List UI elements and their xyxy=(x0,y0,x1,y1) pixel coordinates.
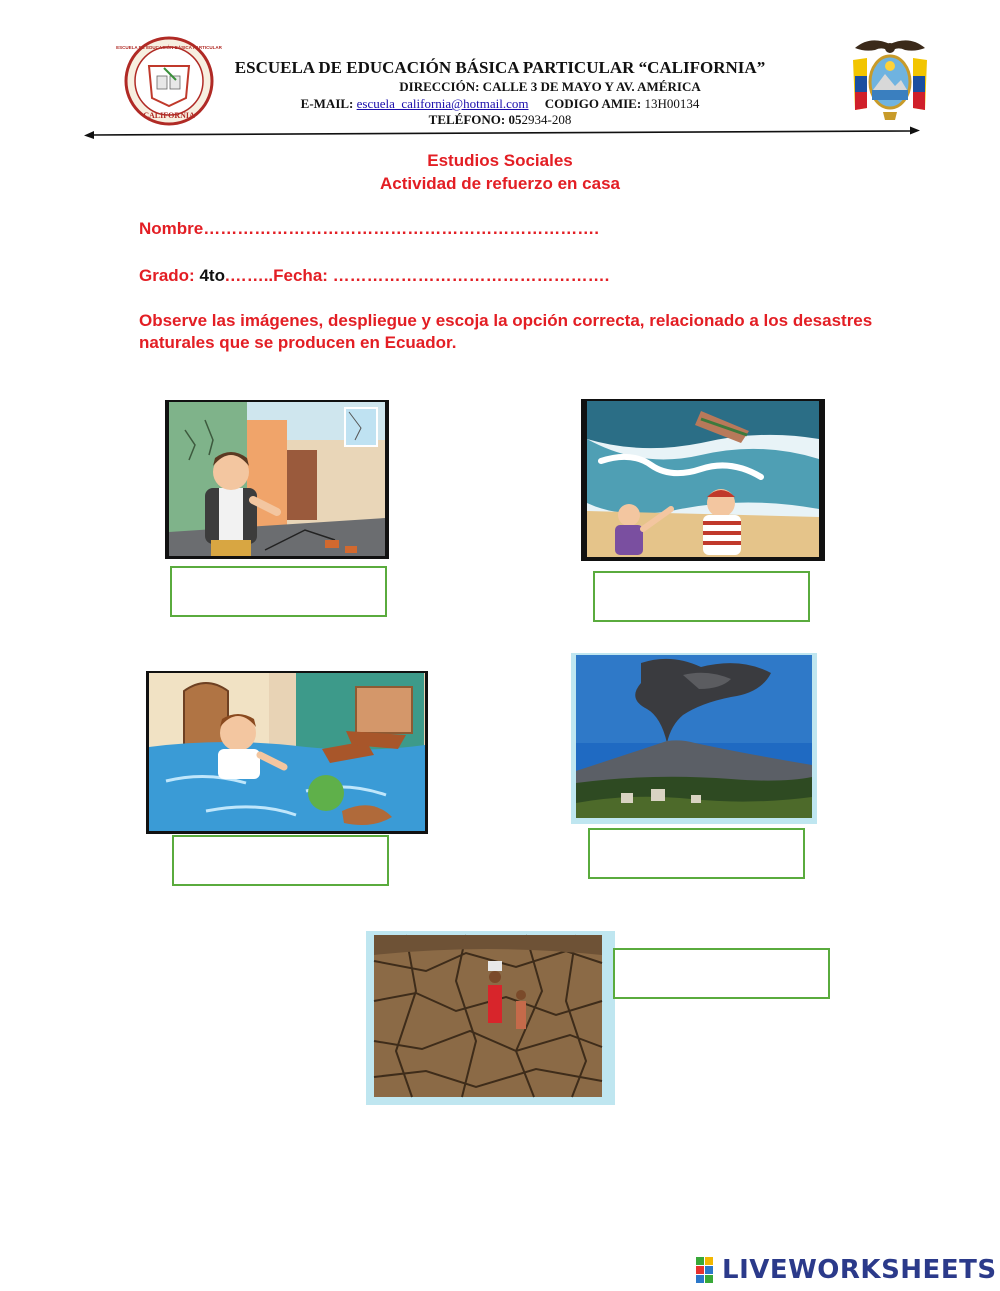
school-address: DIRECCIÓN: CALLE 3 DE MAYO Y AV. AMÉRICA xyxy=(399,79,701,94)
school-name: ESCUELA DE EDUCACIÓN BÁSICA PARTICULAR “CALIFORNIA” xyxy=(234,58,766,77)
amie-code: 13H00134 xyxy=(644,96,700,111)
phone-label: TELÉFONO: xyxy=(428,112,506,127)
watermark-text: LIVEWORKSHEETS xyxy=(722,1255,997,1285)
phone-number: 2934-208 xyxy=(521,112,572,127)
liveworksheets-logo-icon xyxy=(696,1257,722,1283)
grade-label: Grado: xyxy=(139,266,195,285)
email-link[interactable]: escuela_california@hotmail.com xyxy=(356,96,529,111)
answer-box-4[interactable] xyxy=(588,828,805,879)
answer-box-3[interactable] xyxy=(172,835,389,886)
flood-illustration xyxy=(146,671,428,834)
logo-text: CALIFORNIA xyxy=(143,111,195,120)
answer-box-2[interactable] xyxy=(593,571,810,622)
answer-box-1[interactable] xyxy=(170,566,387,617)
activity-title: Actividad de refuerzo en casa xyxy=(380,174,620,193)
grade-value: 4to xyxy=(199,266,225,285)
grade-line xyxy=(139,266,609,286)
grade-date-dots: .……..Fecha: …………………………………………. xyxy=(224,266,610,285)
subject-title: Estudios Sociales xyxy=(427,151,573,170)
logo-ring-text: ESCUELA DE EDUCACIÓN BÁSICA PARTICULAR xyxy=(116,45,222,50)
name-line: Nombre……………………………………………………………. xyxy=(139,219,599,238)
volcano-illustration xyxy=(571,653,817,824)
answer-box-5[interactable] xyxy=(613,948,830,999)
email-label: E-MAIL: xyxy=(300,96,354,111)
liveworksheets-watermark xyxy=(696,1255,997,1285)
school-logo xyxy=(116,36,222,126)
school-contact xyxy=(230,96,770,112)
ecuador-coat-of-arms xyxy=(845,30,935,122)
instructions: Observe las imágenes, despliegue y escoja la opción correcta, relacionado a los desastres naturales que se producen en Ecuador. xyxy=(139,311,873,352)
drought-illustration xyxy=(366,931,615,1105)
phone-prefix: 05 xyxy=(508,112,522,127)
earthquake-illustration xyxy=(165,400,389,559)
tsunami-illustration xyxy=(581,399,825,561)
header-divider xyxy=(84,126,920,140)
amie-label: CODIGO AMIE: xyxy=(544,96,642,111)
